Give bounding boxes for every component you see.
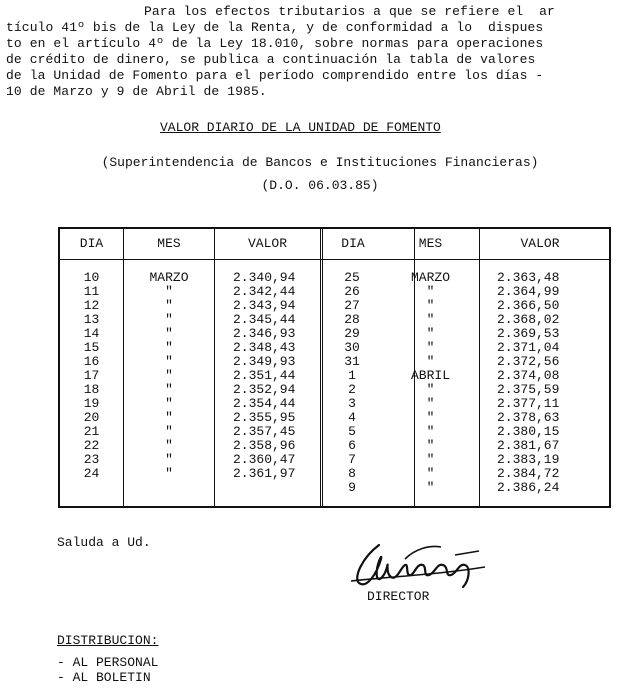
day-cell: 16 [83, 354, 100, 369]
day-cell: 11 [83, 284, 100, 299]
value-cell: 2.366,50 [497, 298, 560, 313]
value-cell: 2.358,96 [233, 438, 296, 453]
signature-title: DIRECTOR [367, 589, 430, 604]
value-cell: 2.368,02 [497, 312, 560, 327]
day-cell: 28 [344, 312, 360, 327]
intro-line: 10 de Marzo y 9 de Abril de 1985. [6, 84, 267, 99]
day-cell: 7 [348, 452, 356, 467]
distribution-item: - AL PERSONAL [57, 655, 159, 670]
value-cell: 2.364,99 [497, 284, 560, 299]
right-month-column [382, 271, 479, 495]
month-cell: " [426, 480, 435, 495]
month-cell: " [165, 438, 173, 453]
intro-line: to en el artículo 4º de la Ley 18.010, sobre normas para operaciones [6, 36, 544, 51]
value-cell: 2.374,08 [497, 368, 560, 383]
day-cell: 31 [344, 354, 360, 369]
day-cell: 30 [344, 340, 360, 355]
value-cell: 2.377,11 [497, 396, 560, 411]
value-cell: 2.361,97 [233, 466, 296, 481]
month-cell: MARZO [149, 270, 189, 285]
value-cell: 2.360,47 [233, 452, 296, 467]
day-cell: 24 [83, 466, 100, 481]
right-value-column [497, 271, 597, 495]
header-dia: DIA [79, 236, 104, 251]
value-cell: 2.345,44 [233, 312, 296, 327]
day-cell: 25 [344, 270, 360, 285]
month-cell: " [426, 340, 435, 355]
day-cell: 5 [348, 424, 356, 439]
day-cell: 19 [83, 396, 100, 411]
month-cell: " [426, 312, 435, 327]
month-cell: " [426, 466, 435, 481]
value-cell: 2.383,19 [497, 452, 560, 467]
intro-line: Para los efectos tributarios a que se refiere el ar [144, 4, 555, 19]
day-cell: 2 [348, 382, 356, 397]
value-cell: 2.384,72 [497, 466, 560, 481]
value-cell: 2.372,56 [497, 354, 560, 369]
value-cell: 2.380,15 [497, 424, 560, 439]
header-mes: MES [157, 236, 181, 251]
header-valor: VALOR [247, 236, 287, 251]
month-cell: ABRIL [410, 368, 450, 383]
day-cell: 22 [83, 438, 100, 453]
column-divider [479, 229, 480, 506]
value-cell: 2.386,24 [497, 480, 560, 495]
day-cell: 29 [344, 326, 360, 341]
left-value-column [233, 271, 318, 481]
month-cell: " [165, 424, 173, 439]
day-cell: 6 [348, 438, 356, 453]
value-cell: 2.369,53 [497, 326, 560, 341]
source-line: (Superintendencia de Bancos e Instituciones Financieras) [101, 155, 539, 170]
value-cell: 2.342,44 [233, 284, 296, 299]
month-cell: " [426, 396, 435, 411]
header-rule [60, 259, 609, 260]
month-cell: " [165, 382, 173, 397]
month-cell: " [165, 354, 173, 369]
month-cell: " [165, 410, 173, 425]
month-cell: " [426, 354, 435, 369]
month-cell: " [165, 466, 173, 481]
value-cell: 2.340,94 [233, 270, 296, 285]
month-cell: " [165, 452, 173, 467]
day-cell: 26 [344, 284, 360, 299]
value-cell: 2.378,63 [497, 410, 560, 425]
month-cell: " [165, 284, 173, 299]
month-cell: " [426, 410, 435, 425]
distribution-title: DISTRIBUCION: [57, 633, 159, 648]
day-cell: 9 [348, 480, 356, 495]
month-cell: MARZO [410, 270, 450, 285]
month-cell: " [426, 452, 435, 467]
day-cell: 14 [83, 326, 100, 341]
value-cell: 2.354,44 [233, 396, 296, 411]
table-heading: VALOR DIARIO DE LA UNIDAD DE FOMENTO [160, 120, 441, 135]
month-cell: " [426, 382, 435, 397]
day-cell: 17 [83, 368, 100, 383]
month-cell: " [426, 298, 435, 313]
month-cell: " [165, 340, 173, 355]
intro-line: de la Unidad de Fomento para el período comprendido entre los días - [6, 68, 544, 83]
day-cell: 20 [83, 410, 100, 425]
value-cell: 2.363,48 [497, 270, 560, 285]
month-cell: " [165, 298, 173, 313]
uf-values-table [58, 227, 611, 508]
distribution-list [57, 655, 158, 685]
header-mes: MES [418, 236, 443, 251]
day-cell: 10 [83, 270, 100, 285]
value-cell: 2.375,59 [497, 382, 560, 397]
value-cell: 2.349,93 [233, 354, 296, 369]
day-cell: 4 [348, 410, 356, 425]
handwritten-signature [345, 537, 495, 593]
day-cell: 8 [348, 466, 356, 481]
value-cell: 2.357,45 [233, 424, 296, 439]
day-cell: 18 [83, 382, 100, 397]
month-cell: " [165, 326, 173, 341]
month-cell: " [165, 312, 173, 327]
value-cell: 2.343,94 [233, 298, 296, 313]
value-cell: 2.355,95 [233, 410, 296, 425]
day-cell: 21 [83, 424, 100, 439]
month-cell: " [426, 424, 435, 439]
value-cell: 2.352,94 [233, 382, 296, 397]
day-cell: 3 [348, 396, 356, 411]
distribution-item: - AL BOLETIN [57, 670, 151, 685]
month-cell: " [165, 396, 173, 411]
value-cell: 2.348,43 [233, 340, 296, 355]
left-day-column [60, 271, 123, 481]
day-cell: 23 [83, 452, 100, 467]
decree-reference: (D.O. 06.03.85) [261, 178, 379, 193]
intro-paragraph [6, 4, 620, 100]
month-cell: " [165, 368, 173, 383]
intro-line: tículo 41º bis de la Ley de la Renta, y de conformidad a lo dispues [6, 20, 544, 35]
day-cell: 1 [348, 368, 356, 383]
header-dia: DIA [341, 236, 365, 251]
header-valor: VALOR [520, 236, 560, 251]
value-cell: 2.346,93 [233, 326, 296, 341]
value-cell: 2.351,44 [233, 368, 296, 383]
value-cell: 2.381,67 [497, 438, 560, 453]
right-day-column [322, 271, 382, 495]
month-cell: " [426, 284, 435, 299]
column-divider [214, 229, 215, 506]
left-month-column [124, 271, 214, 481]
day-cell: 15 [83, 340, 100, 355]
intro-line: de crédito de dinero, se publica a continuación la tabla de valores [6, 52, 536, 67]
day-cell: 13 [83, 312, 100, 327]
value-cell: 2.371,04 [497, 340, 560, 355]
month-cell: " [426, 326, 435, 341]
month-cell: " [426, 438, 435, 453]
day-cell: 27 [344, 298, 360, 313]
day-cell: 12 [83, 298, 100, 313]
closing-salutation: Saluda a Ud. [57, 535, 151, 550]
